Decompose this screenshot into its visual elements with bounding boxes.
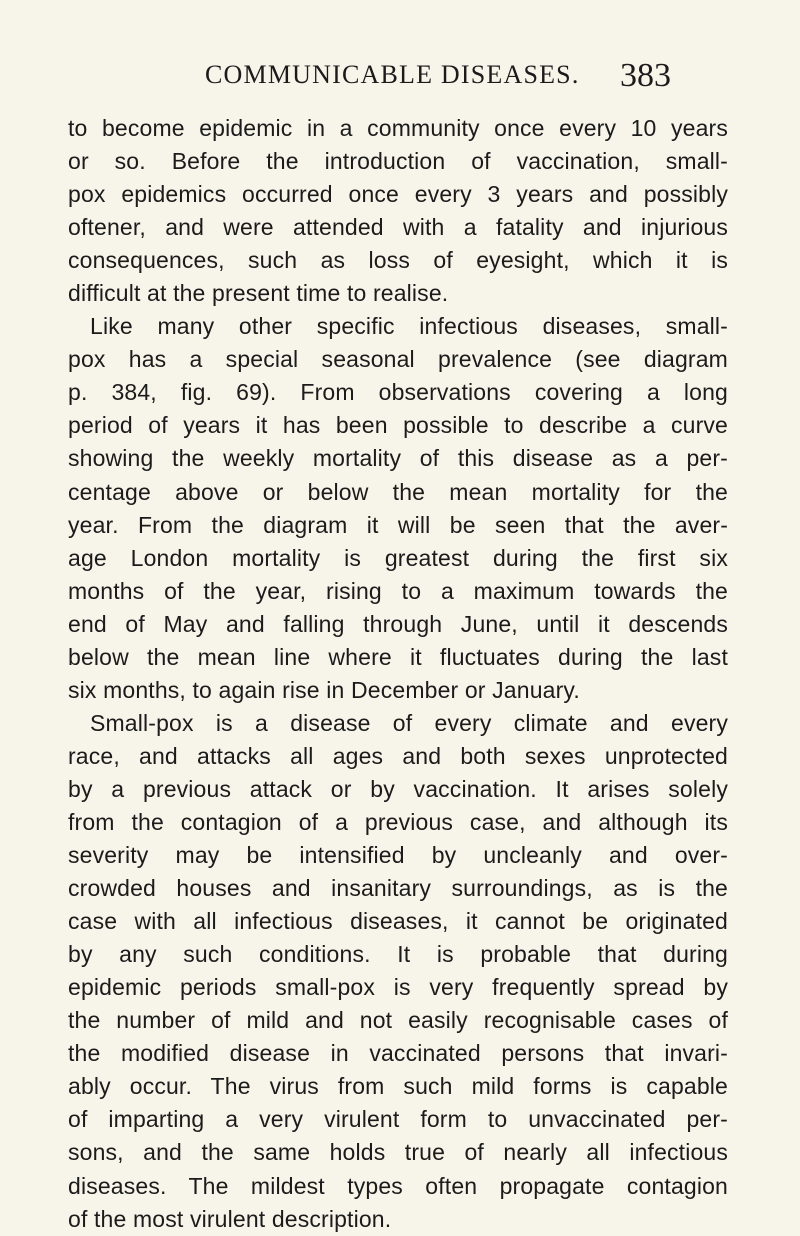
text-line: race, and attacks all ages and both sexes unprotected [68, 742, 728, 769]
text-line: crowded houses and insanitary surroundings, as is the [68, 875, 728, 902]
text-line: case with all infectious diseases, it cannot be originated [68, 908, 728, 935]
text-line: or so. Before the introduction of vaccination, small- [68, 148, 728, 175]
text-line: to become epidemic in a community once every 10 years [68, 115, 728, 141]
text-line: below the mean line where it fluctuates during the last [68, 643, 728, 670]
text-line: the number of mild and not easily recognisable cases of [68, 1007, 728, 1034]
page-number: 383 [620, 57, 671, 94]
text-line: pox epidemics occurred once every 3 years and possibly [68, 181, 728, 208]
text-line: Like many other specific infectious diseases, small- [90, 313, 728, 340]
text-line: diseases. The mildest types often propagate contagion [68, 1172, 728, 1199]
text-line: year. From the diagram it will be seen that the aver- [68, 511, 728, 538]
text-line: consequences, such as loss of eyesight, which it is [68, 247, 728, 274]
text-line: by any such conditions. It is probable that during [68, 941, 728, 968]
text-line: oftener, and were attended with a fatality and injurious [68, 214, 728, 241]
text-line: centage above or below the mean mortality for the [68, 478, 728, 505]
text-line: period of years it has been possible to describe a curve [68, 412, 728, 439]
text-line: epidemic periods small-pox is very frequently spread by [68, 974, 728, 1001]
text-line: ably occur. The virus from such mild forms is capable [68, 1073, 728, 1100]
text-line: p. 384, fig. 69). From observations covering a long [68, 379, 728, 406]
text-line: Small-pox is a disease of every climate and every [90, 709, 728, 736]
text-line: severity may be intensified by uncleanly and over- [68, 842, 728, 869]
text-line: end of May and falling through June, until it descends [68, 610, 728, 637]
text-line: months of the year, rising to a maximum towards the [68, 577, 728, 604]
chapter-title: COMMUNICABLE DISEASES. [205, 60, 580, 89]
text-line: from the contagion of a previous case, and although its [68, 808, 728, 835]
text-line: of the most virulent description. [68, 1205, 392, 1232]
body-text [68, 112, 728, 1236]
running-header [0, 58, 800, 98]
text-line: sons, and the same holds true of nearly all infectious [68, 1139, 728, 1166]
text-line: showing the weekly mortality of this disease as a per- [68, 445, 728, 472]
text-line: age London mortality is greatest during the first six [68, 544, 728, 571]
text-line: the modified disease in vaccinated persons that invari- [68, 1040, 728, 1067]
text-line: six months, to again rise in December or January. [68, 676, 580, 703]
text-line: by a previous attack or by vaccination. It arises solely [68, 775, 728, 802]
text-line: of imparting a very virulent form to unvaccinated per- [68, 1106, 728, 1133]
text-line: difficult at the present time to realise. [68, 280, 449, 307]
text-line: pox has a special seasonal prevalence (see diagram [68, 346, 728, 373]
